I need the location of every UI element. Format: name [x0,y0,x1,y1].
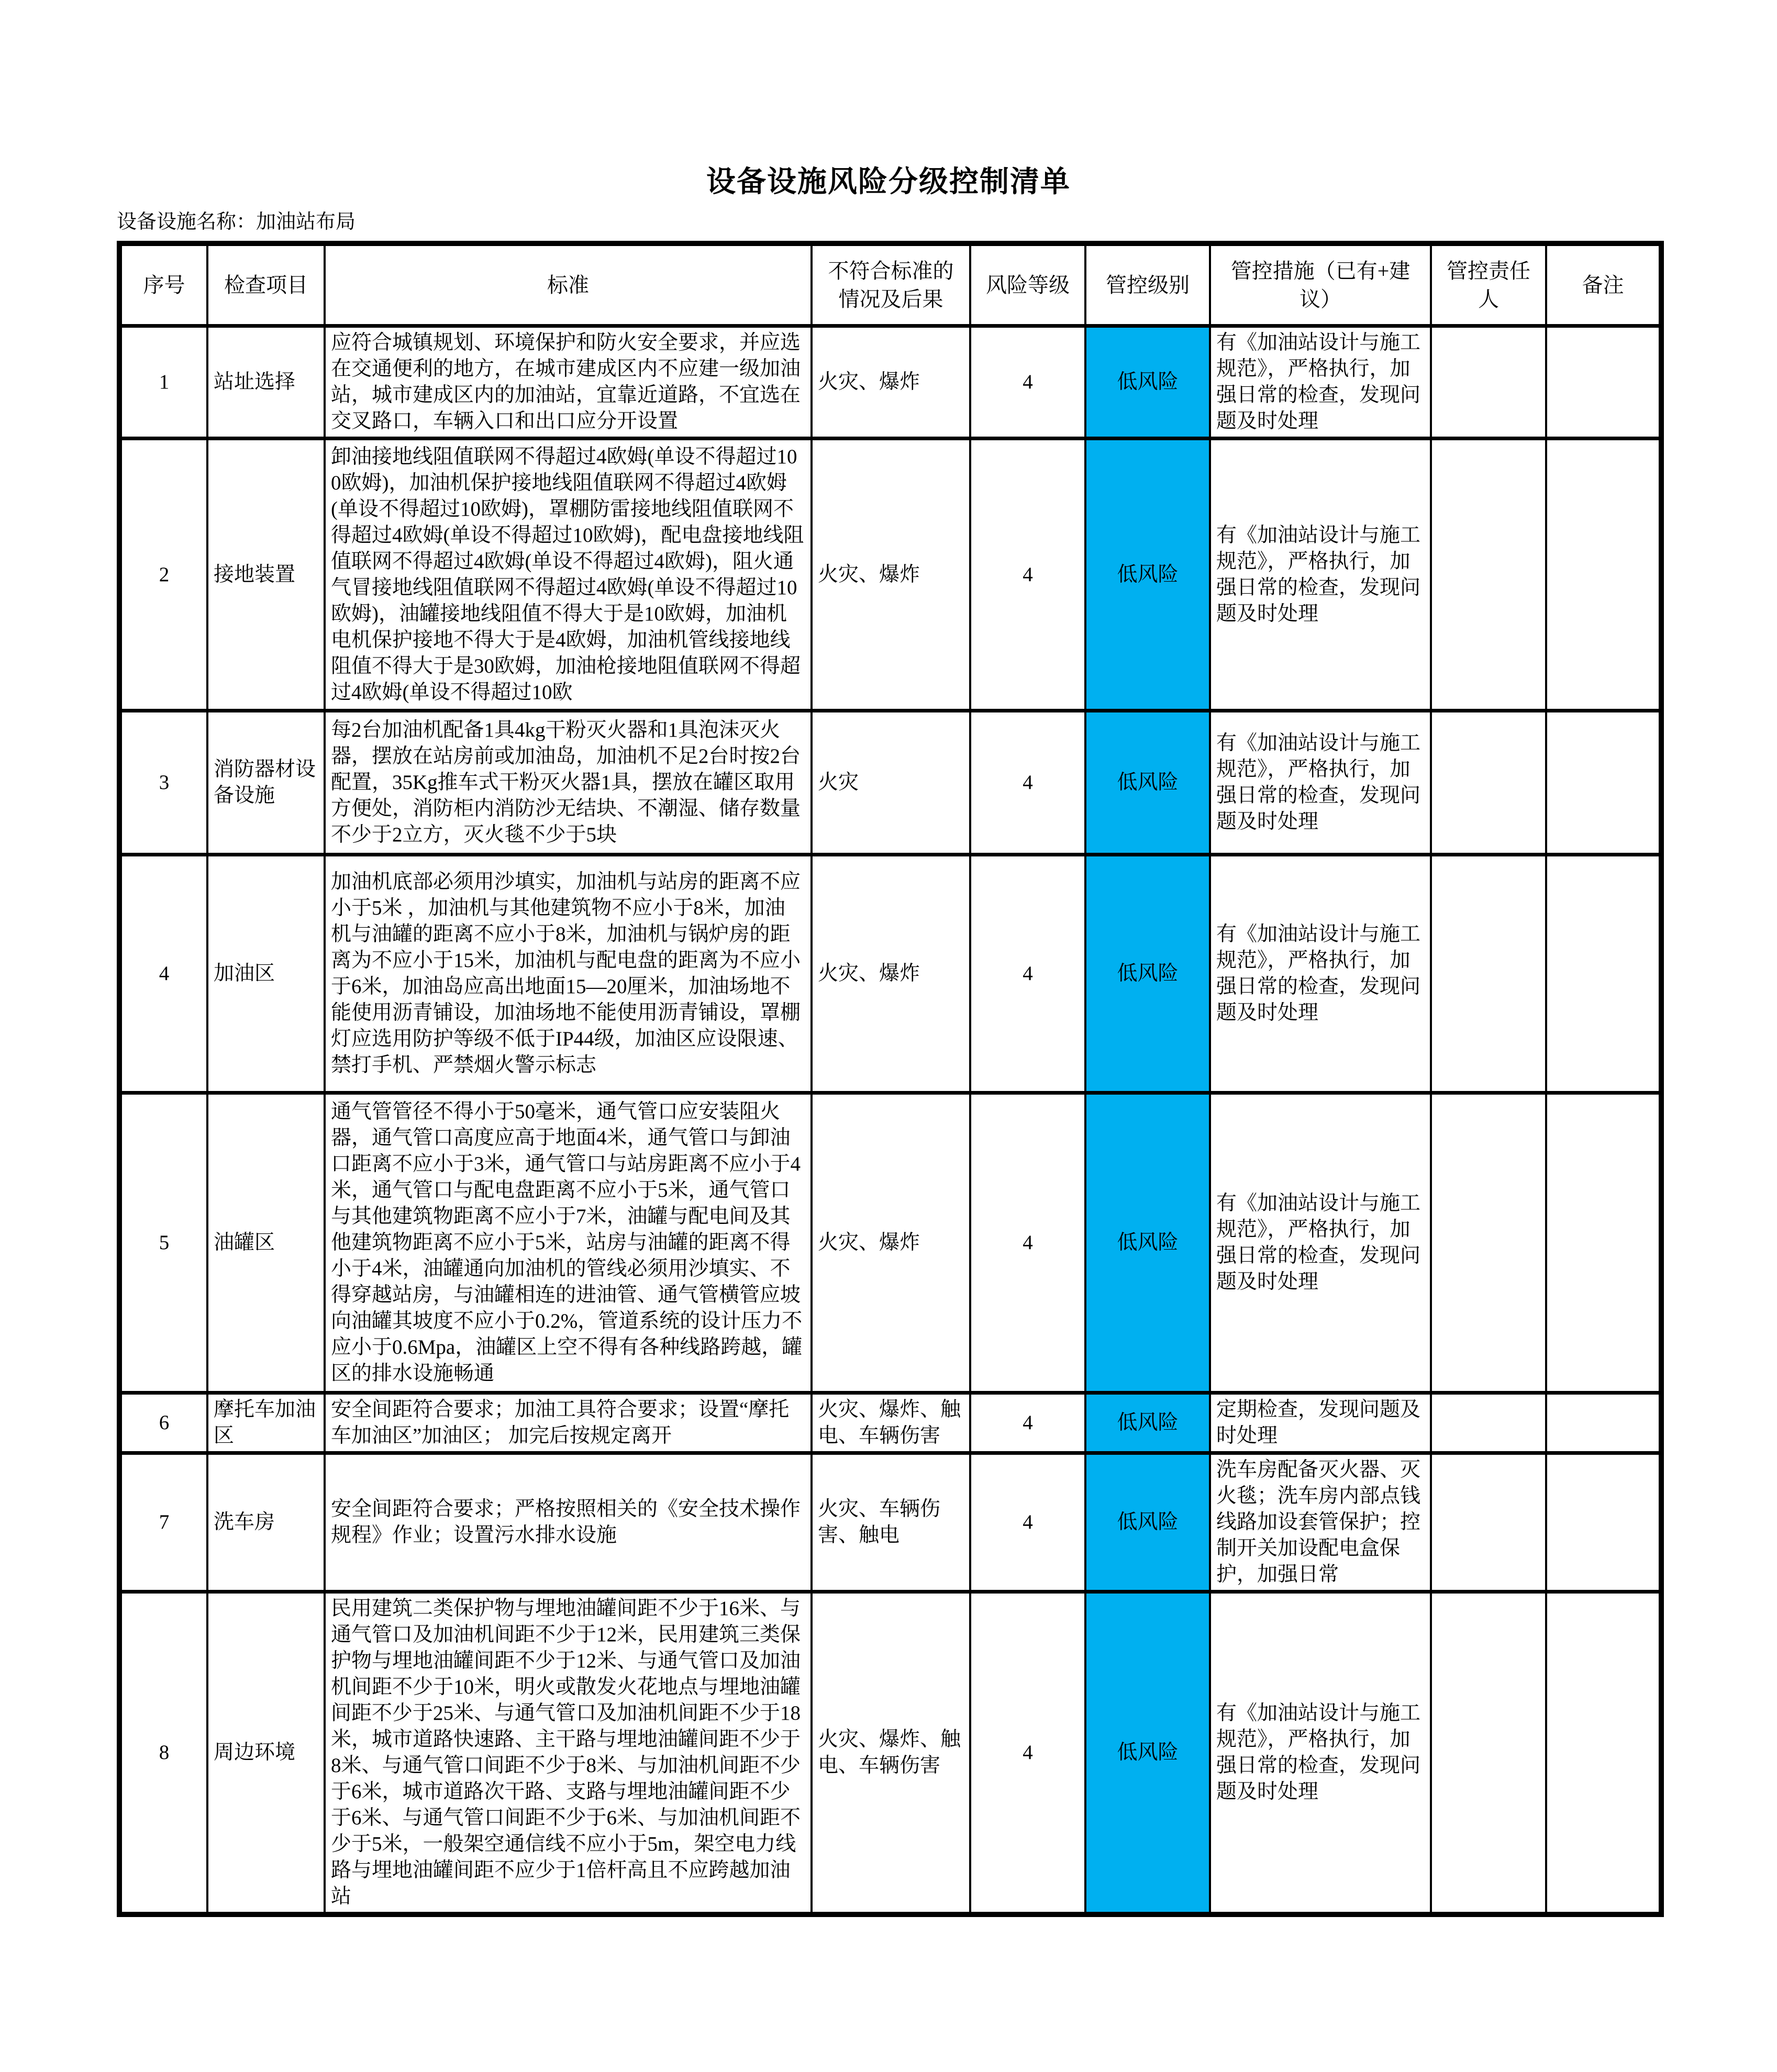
seq-cell: 5 [119,1093,207,1393]
measures-cell: 有《加油站设计与施工规范》，严格执行，加强日常的检查，发现问题及时处理 [1210,439,1431,711]
table-row [119,439,1661,711]
consequence-cell: 火灾、爆炸、触电、车辆伤害 [812,1393,970,1453]
consequence-cell: 火灾、爆炸 [812,439,970,711]
responsible-cell [1431,1093,1546,1393]
item-cell: 油罐区 [207,1093,325,1393]
risk-level-cell: 4 [970,1093,1085,1393]
facility-name-label: 设备设施名称：加油站布局 [117,211,356,233]
measures-cell: 定期检查，发现问题及时处理 [1210,1393,1431,1453]
standard-cell: 每2台加油机配备1具4kg干粉灭火器和1具泡沫灭火器，摆放在站房前或加油岛，加油机不足2台时按2台配置，35Kg推车式干粉灭火器1具，摆放在罐区取用方便处，消防柜内消防沙无结块、不潮湿、储存数量不少于2立方，灭火毯不少于5块 [325,711,812,855]
responsible-cell [1431,326,1546,439]
remarks-cell [1546,855,1661,1093]
header-cell-consequence: 不符合标准的情况及后果 [812,243,970,326]
measures-cell: 有《加油站设计与施工规范》，严格执行，加强日常的检查，发现问题及时处理 [1210,711,1431,855]
item-cell: 接地装置 [207,439,325,711]
standard-cell: 加油机底部必须用沙填实，加油机与站房的距离不应小于5米 ，加油机与其他建筑物不应小于8米，加油机与油罐的距离不应小于8米，加油机与锅炉房的距离为不应小于15米，加油机与配电盘的距离为不应小于6米，加油岛应高出地面15—20厘米，加油场地不能使用沥青铺设，加油场地不能使用沥青铺设，罩棚灯应选用防护等级不低于IP44级，加油区应设限速、禁打手机、严禁烟火警示标志 [325,855,812,1093]
header-cell-measures: 管控措施（已有+建议） [1210,243,1431,326]
remarks-cell [1546,1453,1661,1592]
remarks-cell [1546,1393,1661,1453]
responsible-cell [1431,1592,1546,1915]
control-level-cell: 低风险 [1085,1393,1210,1453]
header-cell-risk-level: 风险等级 [970,243,1085,326]
header-cell-standard: 标准 [325,243,812,326]
measures-cell: 有《加油站设计与施工规范》，严格执行，加强日常的检查，发现问题及时处理 [1210,855,1431,1093]
item-cell: 摩托车加油区 [207,1393,325,1453]
seq-cell: 2 [119,439,207,711]
control-level-cell: 低风险 [1085,1592,1210,1915]
consequence-cell: 火灾、爆炸 [812,326,970,439]
header-row [119,243,1661,326]
header-cell-remarks: 备注 [1546,243,1661,326]
standard-cell: 民用建筑二类保护物与埋地油罐间距不少于16米、与通气管口及加油机间距不少于12米，民用建筑三类保护物与埋地油罐间距不少于12米、与通气管口及加油机间距不少于10米，明火或散发火花地点与埋地油罐间距不少于25米、与通气管口及加油机间距不少于18米，城市道路快速路、主干路与埋地油罐间距不少于8米、与通气管口间距不少于8米、与加油机间距不少于6米，城市道路次干路、支路与埋地油罐间距不少于6米、与通气管口间距不少于6米、与加油机间距不少于5米，一般架空通信线不应小于5m，架空电力线路与埋地油罐间距不应少于1倍杆高且不应跨越加油站 [325,1592,812,1915]
risk-level-cell: 4 [970,711,1085,855]
consequence-cell: 火灾、车辆伤害、触电 [812,1453,970,1592]
remarks-cell [1546,439,1661,711]
risk-level-cell: 4 [970,326,1085,439]
seq-cell: 1 [119,326,207,439]
risk-level-cell: 4 [970,1453,1085,1592]
risk-level-cell: 4 [970,439,1085,711]
measures-cell: 有《加油站设计与施工规范》，严格执行，加强日常的检查，发现问题及时处理 [1210,326,1431,439]
table-row [119,1093,1661,1393]
page-title: 设备设施风险分级控制清单 [706,165,1071,198]
consequence-cell: 火灾、爆炸、触电、车辆伤害 [812,1592,970,1915]
consequence-cell: 火灾 [812,711,970,855]
responsible-cell [1431,1393,1546,1453]
seq-cell: 6 [119,1393,207,1453]
table-row [119,855,1661,1093]
risk-level-cell: 4 [970,1393,1085,1453]
responsible-cell [1431,711,1546,855]
header-cell-item: 检查项目 [207,243,325,326]
responsible-cell [1431,1453,1546,1592]
consequence-cell: 火灾、爆炸 [812,1093,970,1393]
item-cell: 洗车房 [207,1453,325,1592]
seq-cell: 4 [119,855,207,1093]
risk-level-cell: 4 [970,1592,1085,1915]
risk-control-table [117,241,1664,1917]
table-row [119,1592,1661,1915]
remarks-cell [1546,711,1661,855]
header-cell-seq: 序号 [119,243,207,326]
responsible-cell [1431,439,1546,711]
control-level-cell: 低风险 [1085,711,1210,855]
standard-cell: 安全间距符合要求；加油工具符合要求；设置“摩托车加油区”加油区； 加完后按规定离开 [325,1393,812,1453]
standard-cell: 应符合城镇规划、环境保护和防火安全要求，并应选在交通便利的地方，在城市建成区内不应建一级加油站，城市建成区内的加油站，宜靠近道路，不宜选在交叉路口，车辆入口和出口应分开设置 [325,326,812,439]
item-cell: 周边环境 [207,1592,325,1915]
remarks-cell [1546,326,1661,439]
table-row [119,711,1661,855]
control-level-cell: 低风险 [1085,439,1210,711]
header-cell-control-level: 管控级别 [1085,243,1210,326]
table-row [119,326,1661,439]
item-cell: 加油区 [207,855,325,1093]
measures-cell: 有《加油站设计与施工规范》，严格执行，加强日常的检查，发现问题及时处理 [1210,1093,1431,1393]
risk-level-cell: 4 [970,855,1085,1093]
item-cell: 消防器材设备设施 [207,711,325,855]
control-level-cell: 低风险 [1085,326,1210,439]
standard-cell: 卸油接地线阻值联网不得超过4欧姆(单设不得超过100欧姆)，加油机保护接地线阻值联网不得超过4欧姆(单设不得超过10欧姆)，罩棚防雷接地线阻值联网不得超过4欧姆(单设不得超过10欧姆)，配电盘接地线阻值联网不得超过4欧姆(单设不得超过4欧姆)，阻火通气冒接地线阻值联网不得超过4欧姆(单设不得超过10欧姆)，油罐接地线阻值不得大于是10欧姆，加油机电机保护接地不得大于是4欧姆，加油机管线接地线阻值不得大于是30欧姆，加油枪接地阻值联网不得超过4欧姆(单设不得超过10欧 [325,439,812,711]
measures-cell: 有《加油站设计与施工规范》，严格执行，加强日常的检查，发现问题及时处理 [1210,1592,1431,1915]
control-level-cell: 低风险 [1085,1093,1210,1393]
standard-cell: 通气管管径不得小于50毫米，通气管口应安装阻火器，通气管口高度应高于地面4米，通气管口与卸油口距离不应小于3米，通气管口与站房距离不应小于4米，通气管口与配电盘距离不应小于5米，通气管口与其他建筑物距离不应小于7米，油罐与配电间及其他建筑物距离不应小于5米，站房与油罐的距离不得小于4米，油罐通向加油机的管线必须用沙填实、不得穿越站房，与油罐相连的进油管、通气管横管应坡向油罐其坡度不应小于0.2%，管道系统的设计压力不应小于0.6Mpa，油罐区上空不得有各种线路跨越，罐区的排水设施畅通 [325,1093,812,1393]
measures-cell: 洗车房配备灭火器、灭火毯；洗车房内部点钱线路加设套管保护；控制开关加设配电盒保护，加强日常 [1210,1453,1431,1592]
remarks-cell [1546,1592,1661,1915]
header-cell-responsible: 管控责任人 [1431,243,1546,326]
control-level-cell: 低风险 [1085,855,1210,1093]
control-level-cell: 低风险 [1085,1453,1210,1592]
responsible-cell [1431,855,1546,1093]
item-cell: 站址选择 [207,326,325,439]
table-row [119,1393,1661,1453]
seq-cell: 7 [119,1453,207,1592]
table-row [119,1453,1661,1592]
consequence-cell: 火灾、爆炸 [812,855,970,1093]
seq-cell: 3 [119,711,207,855]
remarks-cell [1546,1093,1661,1393]
standard-cell: 安全间距符合要求；严格按照相关的《安全技术操作规程》作业；设置污水排水设施 [325,1453,812,1592]
seq-cell: 8 [119,1592,207,1915]
